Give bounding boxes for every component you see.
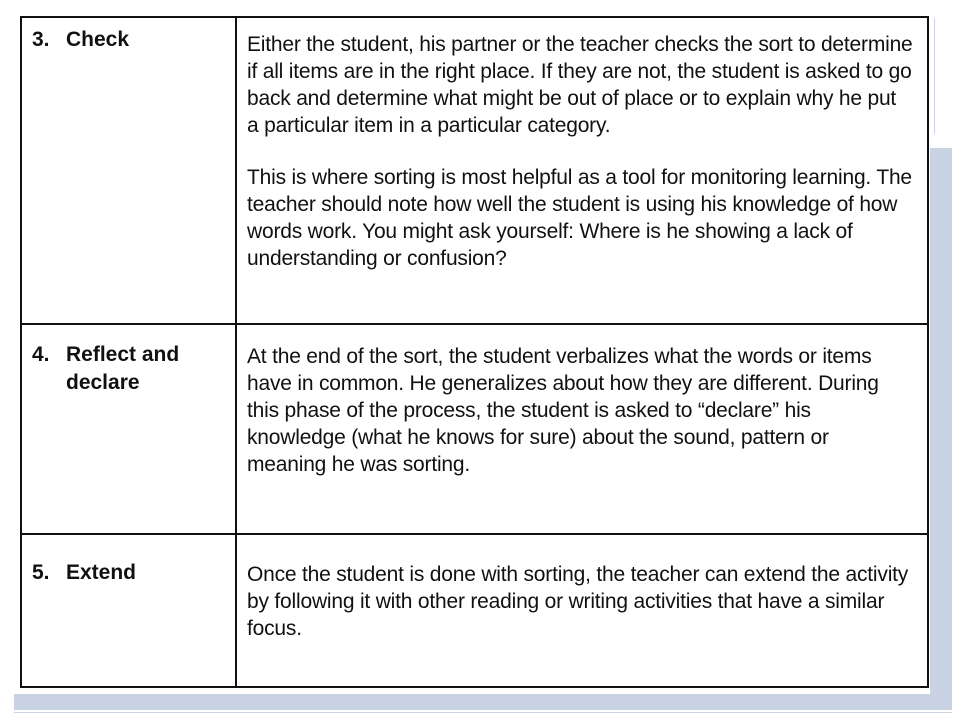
description-paragraph: Once the student is done with sorting, the teacher can extend the activity by following it with other reading or writing activities that have a similar focus.	[247, 563, 909, 640]
table-row-extend	[21, 534, 928, 687]
step-number: 3.	[32, 28, 50, 51]
description-cell	[236, 534, 928, 687]
description-cell	[236, 17, 928, 324]
step-number: 4.	[32, 343, 50, 366]
description-paragraph: At the end of the sort, the student verbalizes what the words or items have in common. He generalizes about how they are different. During this phase of the process, the student is asked to “declare” his knowledge (what he knows for sure) about the sound, pattern or meaning he was sorting.	[247, 345, 879, 476]
description-paragraph: This is where sorting is most helpful as a tool for monitoring learning. The teacher should note how well the student is using his knowledge of how words work. You might ask yourself: Where is he showing a lack of understanding or confusion?	[247, 166, 912, 270]
slide-frame-right-line	[934, 18, 943, 134]
step-label: Extend	[66, 561, 137, 584]
step-cell	[21, 17, 236, 324]
table-row-reflect	[21, 324, 928, 534]
table-row-check	[21, 17, 928, 324]
step-number: 5.	[32, 561, 50, 584]
step-cell	[21, 534, 236, 687]
step-label: Check	[66, 28, 130, 51]
description-cell	[236, 324, 928, 534]
description-paragraph: Either the student, his partner or the teacher checks the sort to determine if all items are in the right place. If they are not, the student is asked to go back and determine what might be out of place or to explain why he put a particular item in a particular category.	[247, 33, 913, 137]
slide-frame-bottom-bar	[14, 694, 952, 710]
slide-frame-bottom-line	[14, 712, 952, 713]
step-label: Reflect and declare	[66, 343, 180, 394]
sorting-steps-table	[20, 16, 929, 688]
step-cell	[21, 324, 236, 534]
slide-frame-right-bar	[930, 148, 952, 700]
